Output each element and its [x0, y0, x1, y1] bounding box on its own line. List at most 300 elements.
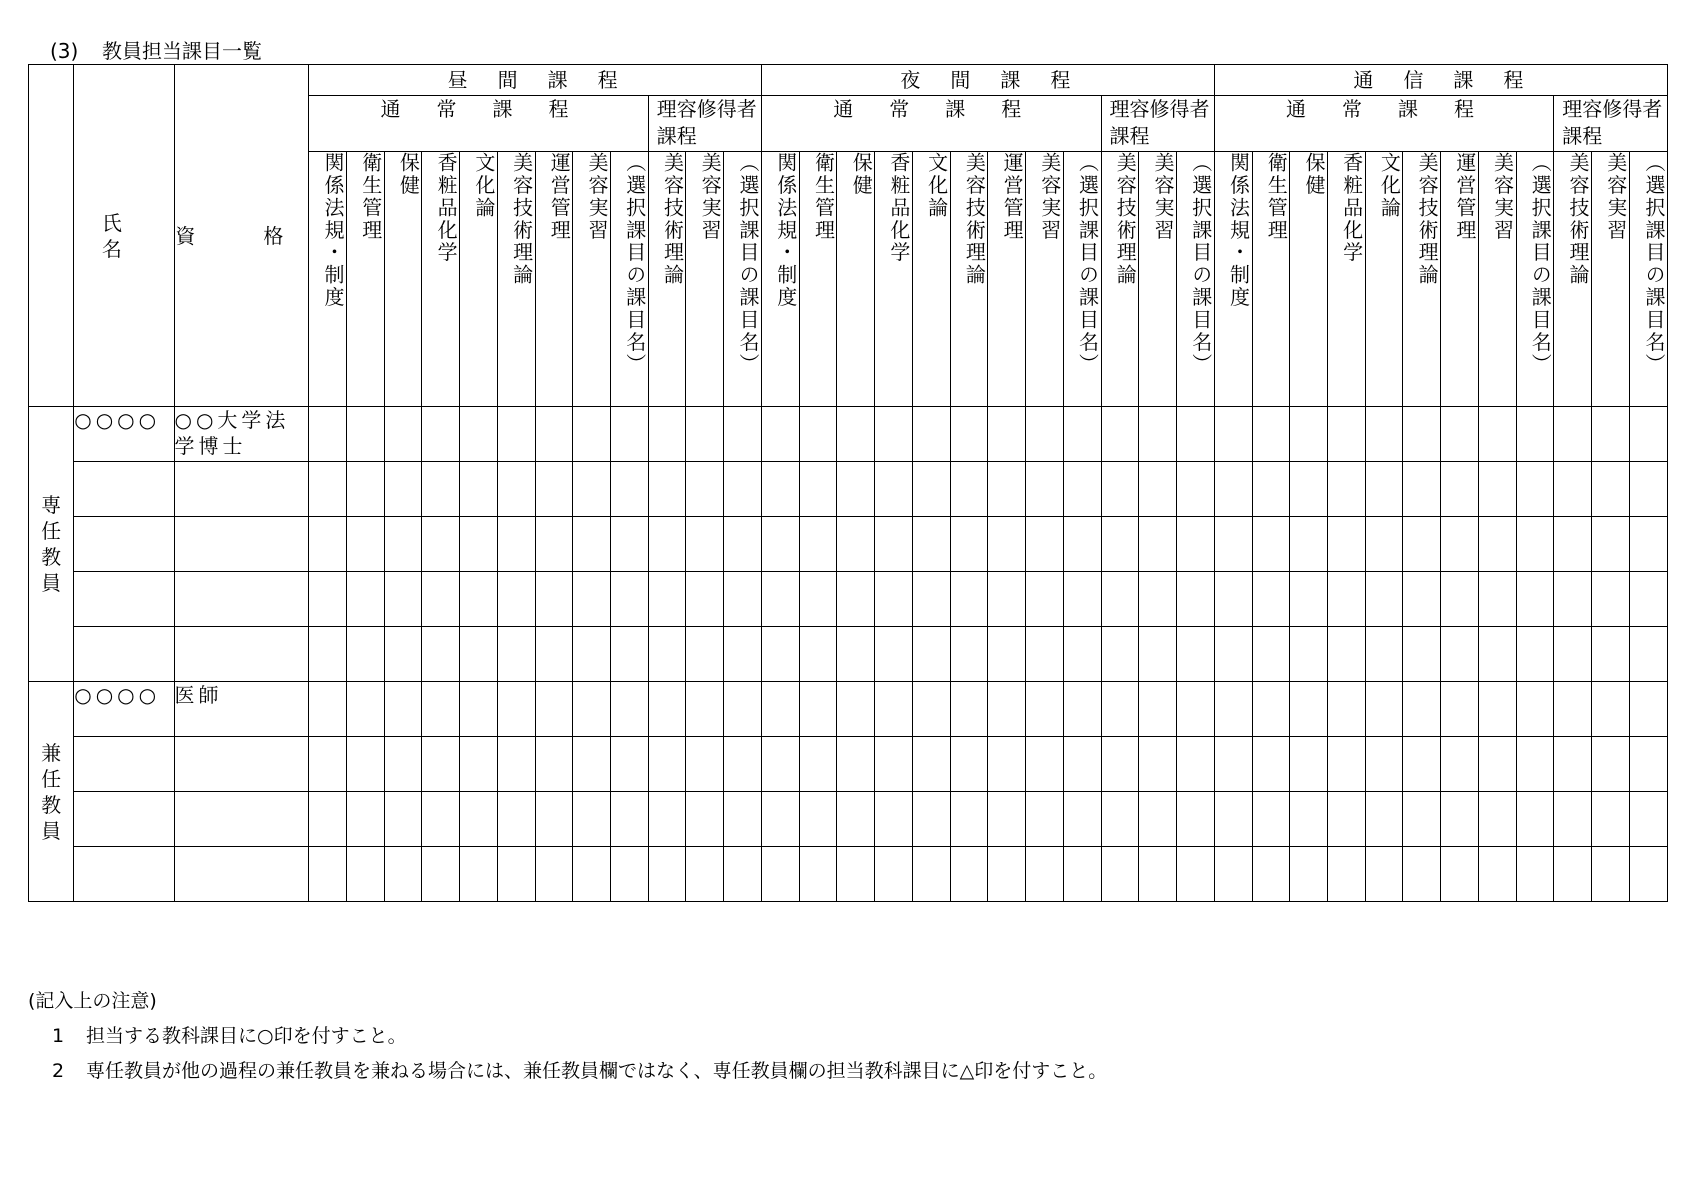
subject-mark-cell[interactable]: [1252, 517, 1290, 572]
subject-mark-cell[interactable]: [1478, 682, 1516, 737]
subject-mark-cell[interactable]: [1139, 462, 1177, 517]
subject-mark-cell[interactable]: [1365, 737, 1403, 792]
subject-mark-cell[interactable]: [724, 627, 762, 682]
subject-mark-cell[interactable]: [346, 627, 384, 682]
subject-mark-cell[interactable]: [1403, 792, 1441, 847]
subject-mark-cell[interactable]: [1365, 517, 1403, 572]
subject-mark-cell[interactable]: [648, 792, 686, 847]
name-cell[interactable]: [74, 462, 174, 517]
subject-mark-cell[interactable]: [611, 462, 649, 517]
subject-mark-cell[interactable]: [1101, 627, 1139, 682]
subject-mark-cell[interactable]: [988, 737, 1026, 792]
subject-mark-cell[interactable]: [1591, 572, 1629, 627]
subject-mark-cell[interactable]: [460, 572, 498, 627]
subject-mark-cell[interactable]: [1063, 847, 1101, 902]
subject-mark-cell[interactable]: [1478, 517, 1516, 572]
qualification-cell[interactable]: [174, 627, 309, 682]
subject-mark-cell[interactable]: [837, 792, 875, 847]
subject-mark-cell[interactable]: [460, 847, 498, 902]
subject-mark-cell[interactable]: [1629, 572, 1667, 627]
subject-mark-cell[interactable]: [384, 462, 422, 517]
subject-mark-cell[interactable]: [422, 737, 460, 792]
subject-mark-cell[interactable]: [1139, 737, 1177, 792]
subject-mark-cell[interactable]: [346, 407, 384, 462]
subject-mark-cell[interactable]: [1176, 462, 1214, 517]
subject-mark-cell[interactable]: [1629, 737, 1667, 792]
subject-mark-cell[interactable]: [384, 737, 422, 792]
subject-mark-cell[interactable]: [1139, 847, 1177, 902]
subject-mark-cell[interactable]: [1441, 627, 1479, 682]
subject-mark-cell[interactable]: [1026, 462, 1064, 517]
subject-mark-cell[interactable]: [988, 407, 1026, 462]
subject-mark-cell[interactable]: [875, 462, 913, 517]
subject-mark-cell[interactable]: [1026, 627, 1064, 682]
subject-mark-cell[interactable]: [497, 407, 535, 462]
subject-mark-cell[interactable]: [1290, 572, 1328, 627]
subject-mark-cell[interactable]: [422, 847, 460, 902]
subject-mark-cell[interactable]: [912, 847, 950, 902]
subject-mark-cell[interactable]: [1176, 572, 1214, 627]
qualification-cell[interactable]: [174, 462, 309, 517]
subject-mark-cell[interactable]: [1591, 627, 1629, 682]
subject-mark-cell[interactable]: [1591, 517, 1629, 572]
qualification-cell[interactable]: [174, 847, 309, 902]
subject-mark-cell[interactable]: [686, 407, 724, 462]
subject-mark-cell[interactable]: [799, 572, 837, 627]
subject-mark-cell[interactable]: [875, 847, 913, 902]
subject-mark-cell[interactable]: [1591, 792, 1629, 847]
subject-mark-cell[interactable]: [875, 407, 913, 462]
subject-mark-cell[interactable]: [762, 792, 800, 847]
subject-mark-cell[interactable]: [1101, 517, 1139, 572]
subject-mark-cell[interactable]: [1290, 517, 1328, 572]
qualification-cell[interactable]: [174, 737, 309, 792]
qualification-cell[interactable]: [174, 517, 309, 572]
subject-mark-cell[interactable]: [686, 572, 724, 627]
subject-mark-cell[interactable]: [648, 627, 686, 682]
subject-mark-cell[interactable]: [1478, 627, 1516, 682]
name-cell[interactable]: [74, 517, 174, 572]
subject-mark-cell[interactable]: [762, 737, 800, 792]
subject-mark-cell[interactable]: [1026, 682, 1064, 737]
subject-mark-cell[interactable]: [535, 792, 573, 847]
subject-mark-cell[interactable]: [1327, 682, 1365, 737]
subject-mark-cell[interactable]: [1591, 462, 1629, 517]
subject-mark-cell[interactable]: [573, 737, 611, 792]
subject-mark-cell[interactable]: [1327, 462, 1365, 517]
subject-mark-cell[interactable]: [1629, 627, 1667, 682]
subject-mark-cell[interactable]: [1214, 847, 1252, 902]
subject-mark-cell[interactable]: [573, 847, 611, 902]
subject-mark-cell[interactable]: [1629, 462, 1667, 517]
subject-mark-cell[interactable]: [1252, 792, 1290, 847]
subject-mark-cell[interactable]: [1554, 847, 1592, 902]
subject-mark-cell[interactable]: [988, 572, 1026, 627]
subject-mark-cell[interactable]: [1176, 627, 1214, 682]
subject-mark-cell[interactable]: [950, 517, 988, 572]
subject-mark-cell[interactable]: [762, 462, 800, 517]
subject-mark-cell[interactable]: [1516, 572, 1554, 627]
subject-mark-cell[interactable]: [1629, 847, 1667, 902]
subject-mark-cell[interactable]: [912, 627, 950, 682]
name-cell[interactable]: [74, 627, 174, 682]
name-cell[interactable]: ○○○○: [74, 407, 174, 462]
subject-mark-cell[interactable]: [1365, 407, 1403, 462]
subject-mark-cell[interactable]: [912, 792, 950, 847]
subject-mark-cell[interactable]: [1101, 792, 1139, 847]
subject-mark-cell[interactable]: [497, 737, 535, 792]
subject-mark-cell[interactable]: [837, 572, 875, 627]
subject-mark-cell[interactable]: [875, 792, 913, 847]
subject-mark-cell[interactable]: [1554, 517, 1592, 572]
subject-mark-cell[interactable]: [1214, 627, 1252, 682]
subject-mark-cell[interactable]: [1176, 682, 1214, 737]
subject-mark-cell[interactable]: [950, 847, 988, 902]
subject-mark-cell[interactable]: [1327, 517, 1365, 572]
subject-mark-cell[interactable]: [460, 407, 498, 462]
subject-mark-cell[interactable]: [1478, 792, 1516, 847]
subject-mark-cell[interactable]: [988, 682, 1026, 737]
subject-mark-cell[interactable]: [912, 517, 950, 572]
subject-mark-cell[interactable]: [762, 572, 800, 627]
subject-mark-cell[interactable]: [573, 682, 611, 737]
subject-mark-cell[interactable]: [875, 572, 913, 627]
subject-mark-cell[interactable]: [1591, 737, 1629, 792]
subject-mark-cell[interactable]: [950, 407, 988, 462]
subject-mark-cell[interactable]: [384, 407, 422, 462]
subject-mark-cell[interactable]: [1139, 517, 1177, 572]
subject-mark-cell[interactable]: [762, 517, 800, 572]
subject-mark-cell[interactable]: [1403, 407, 1441, 462]
subject-mark-cell[interactable]: [611, 847, 649, 902]
subject-mark-cell[interactable]: [1063, 627, 1101, 682]
subject-mark-cell[interactable]: [460, 627, 498, 682]
subject-mark-cell[interactable]: [535, 682, 573, 737]
subject-mark-cell[interactable]: [1478, 462, 1516, 517]
subject-mark-cell[interactable]: [686, 847, 724, 902]
subject-mark-cell[interactable]: [535, 517, 573, 572]
subject-mark-cell[interactable]: [950, 462, 988, 517]
subject-mark-cell[interactable]: [875, 517, 913, 572]
subject-mark-cell[interactable]: [497, 517, 535, 572]
subject-mark-cell[interactable]: [1629, 792, 1667, 847]
subject-mark-cell[interactable]: [912, 407, 950, 462]
subject-mark-cell[interactable]: [686, 737, 724, 792]
subject-mark-cell[interactable]: [799, 847, 837, 902]
subject-mark-cell[interactable]: [384, 517, 422, 572]
subject-mark-cell[interactable]: [1327, 737, 1365, 792]
subject-mark-cell[interactable]: [611, 682, 649, 737]
subject-mark-cell[interactable]: [1101, 737, 1139, 792]
subject-mark-cell[interactable]: [1101, 407, 1139, 462]
subject-mark-cell[interactable]: [686, 517, 724, 572]
subject-mark-cell[interactable]: [1554, 462, 1592, 517]
subject-mark-cell[interactable]: [384, 682, 422, 737]
subject-mark-cell[interactable]: [950, 682, 988, 737]
subject-mark-cell[interactable]: [1403, 737, 1441, 792]
subject-mark-cell[interactable]: [1327, 572, 1365, 627]
subject-mark-cell[interactable]: [1441, 847, 1479, 902]
subject-mark-cell[interactable]: [535, 737, 573, 792]
subject-mark-cell[interactable]: [1214, 792, 1252, 847]
qualification-cell[interactable]: [174, 792, 309, 847]
subject-mark-cell[interactable]: [1591, 682, 1629, 737]
subject-mark-cell[interactable]: [1365, 792, 1403, 847]
subject-mark-cell[interactable]: [762, 682, 800, 737]
subject-mark-cell[interactable]: [1026, 792, 1064, 847]
subject-mark-cell[interactable]: [1063, 462, 1101, 517]
subject-mark-cell[interactable]: [648, 517, 686, 572]
subject-mark-cell[interactable]: [1365, 847, 1403, 902]
subject-mark-cell[interactable]: [1214, 462, 1252, 517]
subject-mark-cell[interactable]: [1026, 517, 1064, 572]
name-cell[interactable]: ○○○○: [74, 682, 174, 737]
subject-mark-cell[interactable]: [1554, 572, 1592, 627]
subject-mark-cell[interactable]: [1478, 407, 1516, 462]
subject-mark-cell[interactable]: [1290, 737, 1328, 792]
subject-mark-cell[interactable]: [1290, 627, 1328, 682]
subject-mark-cell[interactable]: [1252, 572, 1290, 627]
subject-mark-cell[interactable]: [1063, 737, 1101, 792]
subject-mark-cell[interactable]: [1554, 737, 1592, 792]
subject-mark-cell[interactable]: [837, 407, 875, 462]
subject-mark-cell[interactable]: [1026, 407, 1064, 462]
subject-mark-cell[interactable]: [799, 517, 837, 572]
subject-mark-cell[interactable]: [1176, 517, 1214, 572]
subject-mark-cell[interactable]: [422, 407, 460, 462]
subject-mark-cell[interactable]: [1101, 462, 1139, 517]
subject-mark-cell[interactable]: [1516, 462, 1554, 517]
subject-mark-cell[interactable]: [309, 847, 347, 902]
subject-mark-cell[interactable]: [1063, 407, 1101, 462]
subject-mark-cell[interactable]: [1441, 407, 1479, 462]
subject-mark-cell[interactable]: [1026, 572, 1064, 627]
subject-mark-cell[interactable]: [1214, 517, 1252, 572]
subject-mark-cell[interactable]: [724, 462, 762, 517]
subject-mark-cell[interactable]: [460, 462, 498, 517]
subject-mark-cell[interactable]: [799, 737, 837, 792]
subject-mark-cell[interactable]: [648, 572, 686, 627]
subject-mark-cell[interactable]: [1554, 407, 1592, 462]
subject-mark-cell[interactable]: [912, 462, 950, 517]
subject-mark-cell[interactable]: [1176, 407, 1214, 462]
subject-mark-cell[interactable]: [1441, 517, 1479, 572]
subject-mark-cell[interactable]: [535, 627, 573, 682]
subject-mark-cell[interactable]: [497, 627, 535, 682]
name-cell[interactable]: [74, 737, 174, 792]
subject-mark-cell[interactable]: [1252, 627, 1290, 682]
subject-mark-cell[interactable]: [384, 572, 422, 627]
subject-mark-cell[interactable]: [799, 792, 837, 847]
subject-mark-cell[interactable]: [1063, 572, 1101, 627]
subject-mark-cell[interactable]: [309, 517, 347, 572]
subject-mark-cell[interactable]: [724, 407, 762, 462]
subject-mark-cell[interactable]: [497, 682, 535, 737]
subject-mark-cell[interactable]: [875, 737, 913, 792]
subject-mark-cell[interactable]: [1252, 407, 1290, 462]
subject-mark-cell[interactable]: [460, 517, 498, 572]
subject-mark-cell[interactable]: [1478, 572, 1516, 627]
subject-mark-cell[interactable]: [309, 737, 347, 792]
subject-mark-cell[interactable]: [912, 682, 950, 737]
subject-mark-cell[interactable]: [1365, 682, 1403, 737]
subject-mark-cell[interactable]: [309, 627, 347, 682]
name-cell[interactable]: [74, 572, 174, 627]
subject-mark-cell[interactable]: [497, 462, 535, 517]
subject-mark-cell[interactable]: [346, 847, 384, 902]
subject-mark-cell[interactable]: [762, 407, 800, 462]
subject-mark-cell[interactable]: [988, 847, 1026, 902]
subject-mark-cell[interactable]: [611, 737, 649, 792]
subject-mark-cell[interactable]: [988, 792, 1026, 847]
subject-mark-cell[interactable]: [422, 792, 460, 847]
subject-mark-cell[interactable]: [724, 517, 762, 572]
subject-mark-cell[interactable]: [1327, 627, 1365, 682]
subject-mark-cell[interactable]: [1403, 517, 1441, 572]
subject-mark-cell[interactable]: [686, 682, 724, 737]
subject-mark-cell[interactable]: [573, 462, 611, 517]
subject-mark-cell[interactable]: [384, 627, 422, 682]
subject-mark-cell[interactable]: [1403, 847, 1441, 902]
subject-mark-cell[interactable]: [309, 792, 347, 847]
subject-mark-cell[interactable]: [1591, 847, 1629, 902]
subject-mark-cell[interactable]: [1290, 792, 1328, 847]
subject-mark-cell[interactable]: [988, 627, 1026, 682]
subject-mark-cell[interactable]: [1441, 682, 1479, 737]
subject-mark-cell[interactable]: [611, 792, 649, 847]
subject-mark-cell[interactable]: [573, 627, 611, 682]
subject-mark-cell[interactable]: [611, 572, 649, 627]
subject-mark-cell[interactable]: [1516, 792, 1554, 847]
subject-mark-cell[interactable]: [1101, 572, 1139, 627]
subject-mark-cell[interactable]: [460, 792, 498, 847]
subject-mark-cell[interactable]: [1252, 682, 1290, 737]
subject-mark-cell[interactable]: [1327, 792, 1365, 847]
subject-mark-cell[interactable]: [1365, 462, 1403, 517]
subject-mark-cell[interactable]: [384, 847, 422, 902]
subject-mark-cell[interactable]: [1478, 847, 1516, 902]
subject-mark-cell[interactable]: [497, 847, 535, 902]
qualification-cell[interactable]: 医師: [174, 682, 309, 737]
qualification-cell[interactable]: [174, 572, 309, 627]
subject-mark-cell[interactable]: [1139, 792, 1177, 847]
subject-mark-cell[interactable]: [535, 572, 573, 627]
subject-mark-cell[interactable]: [1365, 627, 1403, 682]
subject-mark-cell[interactable]: [648, 682, 686, 737]
subject-mark-cell[interactable]: [1063, 682, 1101, 737]
subject-mark-cell[interactable]: [1176, 792, 1214, 847]
subject-mark-cell[interactable]: [573, 792, 611, 847]
subject-mark-cell[interactable]: [1214, 572, 1252, 627]
subject-mark-cell[interactable]: [1063, 792, 1101, 847]
subject-mark-cell[interactable]: [912, 572, 950, 627]
subject-mark-cell[interactable]: [837, 682, 875, 737]
subject-mark-cell[interactable]: [1214, 407, 1252, 462]
subject-mark-cell[interactable]: [1327, 407, 1365, 462]
subject-mark-cell[interactable]: [1176, 847, 1214, 902]
subject-mark-cell[interactable]: [724, 792, 762, 847]
subject-mark-cell[interactable]: [1554, 682, 1592, 737]
subject-mark-cell[interactable]: [1516, 517, 1554, 572]
subject-mark-cell[interactable]: [309, 572, 347, 627]
subject-mark-cell[interactable]: [686, 462, 724, 517]
name-cell[interactable]: [74, 847, 174, 902]
subject-mark-cell[interactable]: [1403, 627, 1441, 682]
subject-mark-cell[interactable]: [422, 627, 460, 682]
subject-mark-cell[interactable]: [1101, 682, 1139, 737]
subject-mark-cell[interactable]: [535, 462, 573, 517]
subject-mark-cell[interactable]: [346, 792, 384, 847]
subject-mark-cell[interactable]: [573, 407, 611, 462]
subject-mark-cell[interactable]: [611, 407, 649, 462]
subject-mark-cell[interactable]: [762, 627, 800, 682]
subject-mark-cell[interactable]: [1063, 517, 1101, 572]
subject-mark-cell[interactable]: [1403, 682, 1441, 737]
subject-mark-cell[interactable]: [799, 627, 837, 682]
subject-mark-cell[interactable]: [1629, 517, 1667, 572]
subject-mark-cell[interactable]: [912, 737, 950, 792]
subject-mark-cell[interactable]: [611, 627, 649, 682]
subject-mark-cell[interactable]: [648, 847, 686, 902]
subject-mark-cell[interactable]: [460, 737, 498, 792]
subject-mark-cell[interactable]: [762, 847, 800, 902]
subject-mark-cell[interactable]: [1441, 572, 1479, 627]
subject-mark-cell[interactable]: [648, 737, 686, 792]
qualification-cell[interactable]: ○○大学法学博士: [174, 407, 309, 462]
subject-mark-cell[interactable]: [837, 517, 875, 572]
subject-mark-cell[interactable]: [799, 682, 837, 737]
subject-mark-cell[interactable]: [648, 407, 686, 462]
subject-mark-cell[interactable]: [346, 737, 384, 792]
subject-mark-cell[interactable]: [875, 682, 913, 737]
subject-mark-cell[interactable]: [988, 462, 1026, 517]
subject-mark-cell[interactable]: [573, 572, 611, 627]
subject-mark-cell[interactable]: [346, 572, 384, 627]
subject-mark-cell[interactable]: [1516, 407, 1554, 462]
subject-mark-cell[interactable]: [1441, 792, 1479, 847]
subject-mark-cell[interactable]: [309, 407, 347, 462]
subject-mark-cell[interactable]: [724, 572, 762, 627]
subject-mark-cell[interactable]: [535, 407, 573, 462]
subject-mark-cell[interactable]: [1516, 627, 1554, 682]
subject-mark-cell[interactable]: [346, 682, 384, 737]
subject-mark-cell[interactable]: [686, 792, 724, 847]
subject-mark-cell[interactable]: [724, 847, 762, 902]
subject-mark-cell[interactable]: [1252, 737, 1290, 792]
subject-mark-cell[interactable]: [1403, 462, 1441, 517]
subject-mark-cell[interactable]: [950, 737, 988, 792]
subject-mark-cell[interactable]: [1516, 847, 1554, 902]
subject-mark-cell[interactable]: [1441, 737, 1479, 792]
subject-mark-cell[interactable]: [724, 682, 762, 737]
subject-mark-cell[interactable]: [1252, 847, 1290, 902]
subject-mark-cell[interactable]: [1591, 407, 1629, 462]
subject-mark-cell[interactable]: [1214, 682, 1252, 737]
subject-mark-cell[interactable]: [1176, 737, 1214, 792]
subject-mark-cell[interactable]: [1327, 847, 1365, 902]
subject-mark-cell[interactable]: [1139, 682, 1177, 737]
subject-mark-cell[interactable]: [611, 517, 649, 572]
subject-mark-cell[interactable]: [837, 627, 875, 682]
subject-mark-cell[interactable]: [988, 517, 1026, 572]
subject-mark-cell[interactable]: [384, 792, 422, 847]
subject-mark-cell[interactable]: [1214, 737, 1252, 792]
subject-mark-cell[interactable]: [1290, 682, 1328, 737]
subject-mark-cell[interactable]: [497, 572, 535, 627]
subject-mark-cell[interactable]: [1139, 627, 1177, 682]
subject-mark-cell[interactable]: [1290, 462, 1328, 517]
subject-mark-cell[interactable]: [573, 517, 611, 572]
